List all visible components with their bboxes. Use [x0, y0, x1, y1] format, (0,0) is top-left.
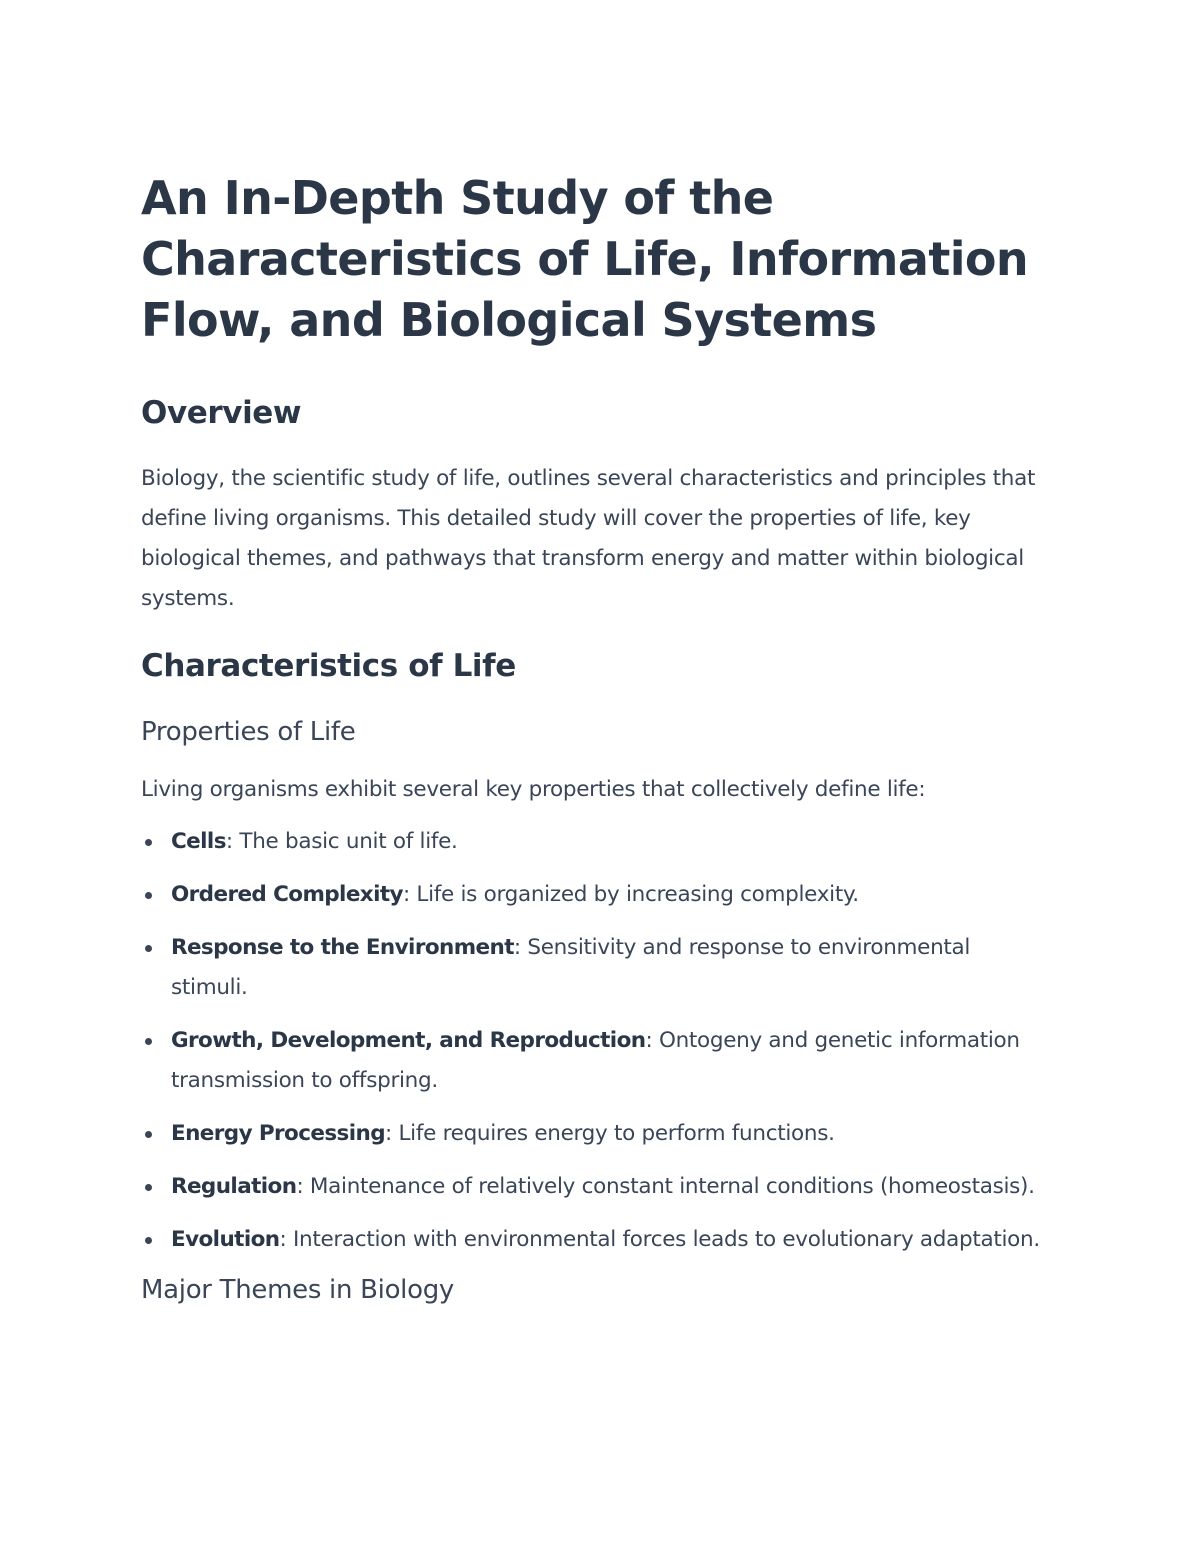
overview-heading: Overview — [141, 395, 302, 431]
property-description: The basic unit of life. — [232, 829, 458, 854]
property-description: Ontogeny and genetic information transmission to offspring. — [171, 1028, 1020, 1093]
overview-paragraph: Biology, the scientific study of life, outlines several characteristics and principles that define living organisms. This detailed study will cover the properties of life, key biological themes, and pathways that transform energy and matter within biological systems. — [141, 466, 1036, 611]
property-description: Life requires energy to perform functions. — [391, 1121, 835, 1146]
list-item — [141, 1167, 1041, 1207]
bullet-icon — [145, 1038, 152, 1045]
property-term: Cells — [171, 829, 226, 854]
list-item — [141, 1114, 1041, 1154]
property-separator: : — [402, 882, 410, 907]
property-separator: : — [296, 1174, 304, 1199]
property-term: Growth, Development, and Reproduction — [171, 1028, 646, 1053]
list-item — [141, 875, 1041, 915]
property-term: Response to the Environment — [171, 935, 514, 960]
bullet-icon — [145, 892, 152, 899]
property-separator: : — [385, 1121, 392, 1146]
property-separator: : — [225, 829, 233, 854]
properties-list — [141, 822, 1041, 1260]
bullet-icon — [145, 1237, 152, 1244]
properties-intro: Living organisms exhibit several key properties that collectively define life: — [141, 777, 926, 802]
characteristics-heading: Characteristics of Life — [141, 648, 516, 684]
list-item — [141, 822, 1041, 862]
bullet-icon — [145, 1184, 152, 1191]
bullet-icon — [145, 945, 152, 952]
property-description: Sensitivity and response to environmental stimuli. — [171, 935, 971, 1000]
property-description: Maintenance of relatively constant internal conditions (homeostasis). — [303, 1174, 1035, 1199]
property-description: Life is organized by increasing complexity. — [409, 882, 859, 907]
property-description: Interaction with environmental forces leads to evolutionary adaptation. — [286, 1227, 1040, 1252]
property-separator: : — [279, 1227, 287, 1252]
property-separator: : — [645, 1028, 653, 1053]
property-separator: : — [513, 935, 521, 960]
document-title: An In-Depth Study of the Characteristics of Life, Information Flow, and Biological Systems — [141, 171, 1029, 347]
list-item — [141, 928, 1041, 1008]
property-term: Regulation — [171, 1174, 297, 1199]
document-page — [141, 168, 1041, 1307]
list-item — [141, 1021, 1041, 1101]
list-item — [141, 1220, 1041, 1260]
bullet-icon — [145, 839, 152, 846]
property-term: Evolution — [171, 1227, 280, 1252]
bullet-icon — [145, 1131, 152, 1138]
major-themes-heading: Major Themes in Biology — [141, 1275, 454, 1305]
property-term: Energy Processing — [171, 1121, 385, 1146]
property-term: Ordered Complexity — [171, 882, 403, 907]
properties-heading: Properties of Life — [141, 717, 356, 747]
